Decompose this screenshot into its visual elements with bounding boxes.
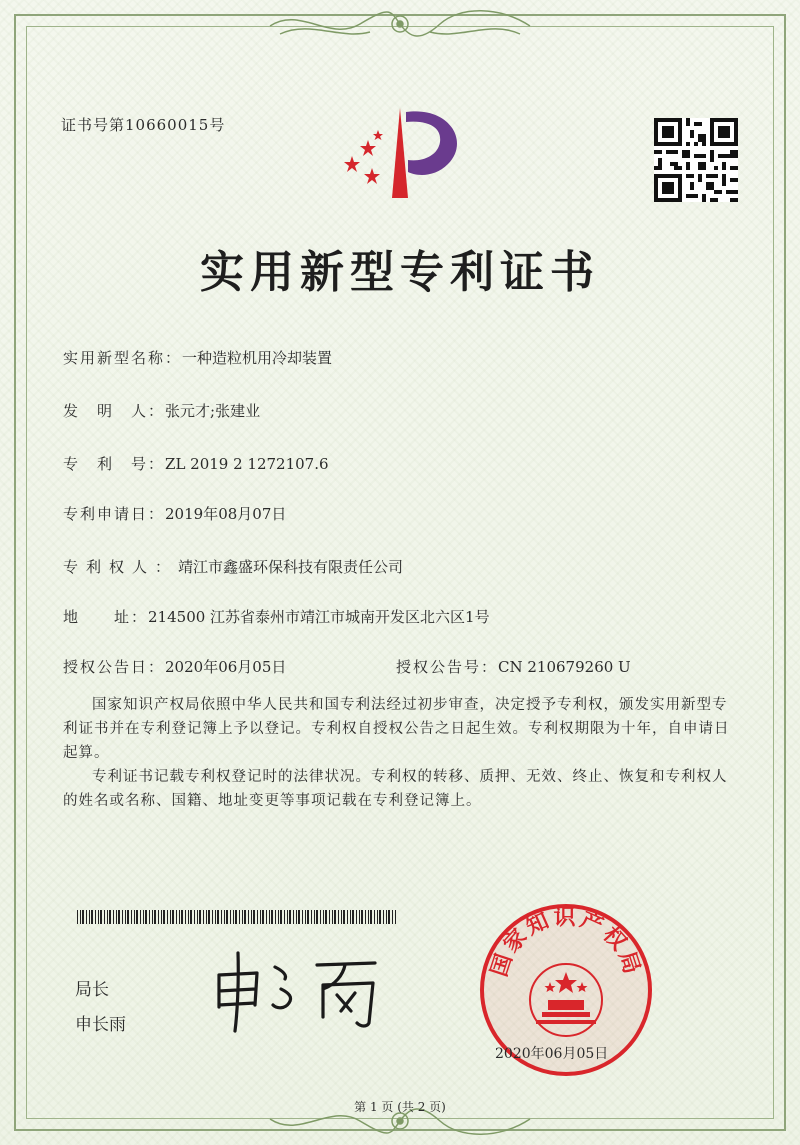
inventor-value: 张元才;张建业 — [165, 402, 261, 420]
filing-date-row — [63, 503, 286, 524]
patentee-label: 专利权人： — [63, 558, 179, 576]
inventor-label: 发 明 人： — [63, 402, 166, 420]
grant-number-label: 授权公告号： — [396, 658, 499, 676]
address-row — [63, 606, 490, 627]
filing-date-label: 专利申请日： — [63, 505, 166, 523]
signature-icon — [205, 945, 405, 1035]
grant-number-row — [396, 656, 631, 677]
utility-model-name-row — [63, 347, 332, 368]
patentee-row — [63, 556, 403, 577]
grant-date-row — [63, 656, 286, 677]
certificate-title: 实用新型专利证书 — [200, 247, 600, 298]
seal-text: 国家知识产权局 — [486, 904, 646, 980]
patent-number-row — [63, 453, 329, 474]
utility-model-name-label: 实用新型名称： — [63, 349, 183, 367]
page-number: 第 1 页 (共 2 页) — [354, 1100, 446, 1114]
director-title: 局长 — [75, 980, 109, 1000]
grant-date-value: 2020年06月05日 — [165, 658, 287, 676]
body-paragraph-1: 国家知识产权局依照中华人民共和国专利法经过初步审查，决定授予专利权，颁发实用新型专利证书并在专利登记簿上予以登记。专利权自授权公告之日起生效。专利权期限为十年，自申请日起算。 — [63, 697, 730, 761]
body-paragraph-2: 专利证书记载专利权登记时的法律状况。专利权的转移、质押、无效、终止、恢复和专利权人的姓名或名称、国籍、地址变更等事项记载在专利登记簿上。 — [63, 769, 728, 809]
address-value: 214500 江苏省泰州市靖江市城南开发区北六区1号 — [148, 608, 490, 626]
qr-code-icon[interactable] — [654, 118, 738, 202]
grant-date-label: 授权公告日： — [63, 658, 166, 676]
seal-date: 2020年06月05日 — [495, 1046, 609, 1062]
patent-number-value: ZL 2019 2 1272107.6 — [165, 455, 329, 473]
certificate-number: 证书号第10660015号 — [61, 116, 226, 134]
patentee-value: 靖江市鑫盛环保科技有限责任公司 — [178, 558, 404, 576]
filing-date-value: 2019年08月07日 — [165, 505, 287, 523]
grant-number-value: CN 210679260 U — [498, 658, 631, 676]
director-name: 申长雨 — [75, 1015, 126, 1035]
utility-model-name-value: 一种造粒机用冷却装置 — [182, 349, 333, 367]
certificate-body — [63, 693, 735, 813]
barcode-icon — [77, 910, 397, 924]
patent-number-label: 专 利 号： — [63, 455, 166, 473]
top-ornament — [260, 6, 540, 44]
inventor-row — [63, 400, 260, 421]
cnipa-logo-icon — [330, 102, 470, 202]
address-label: 地 址： — [63, 608, 149, 626]
